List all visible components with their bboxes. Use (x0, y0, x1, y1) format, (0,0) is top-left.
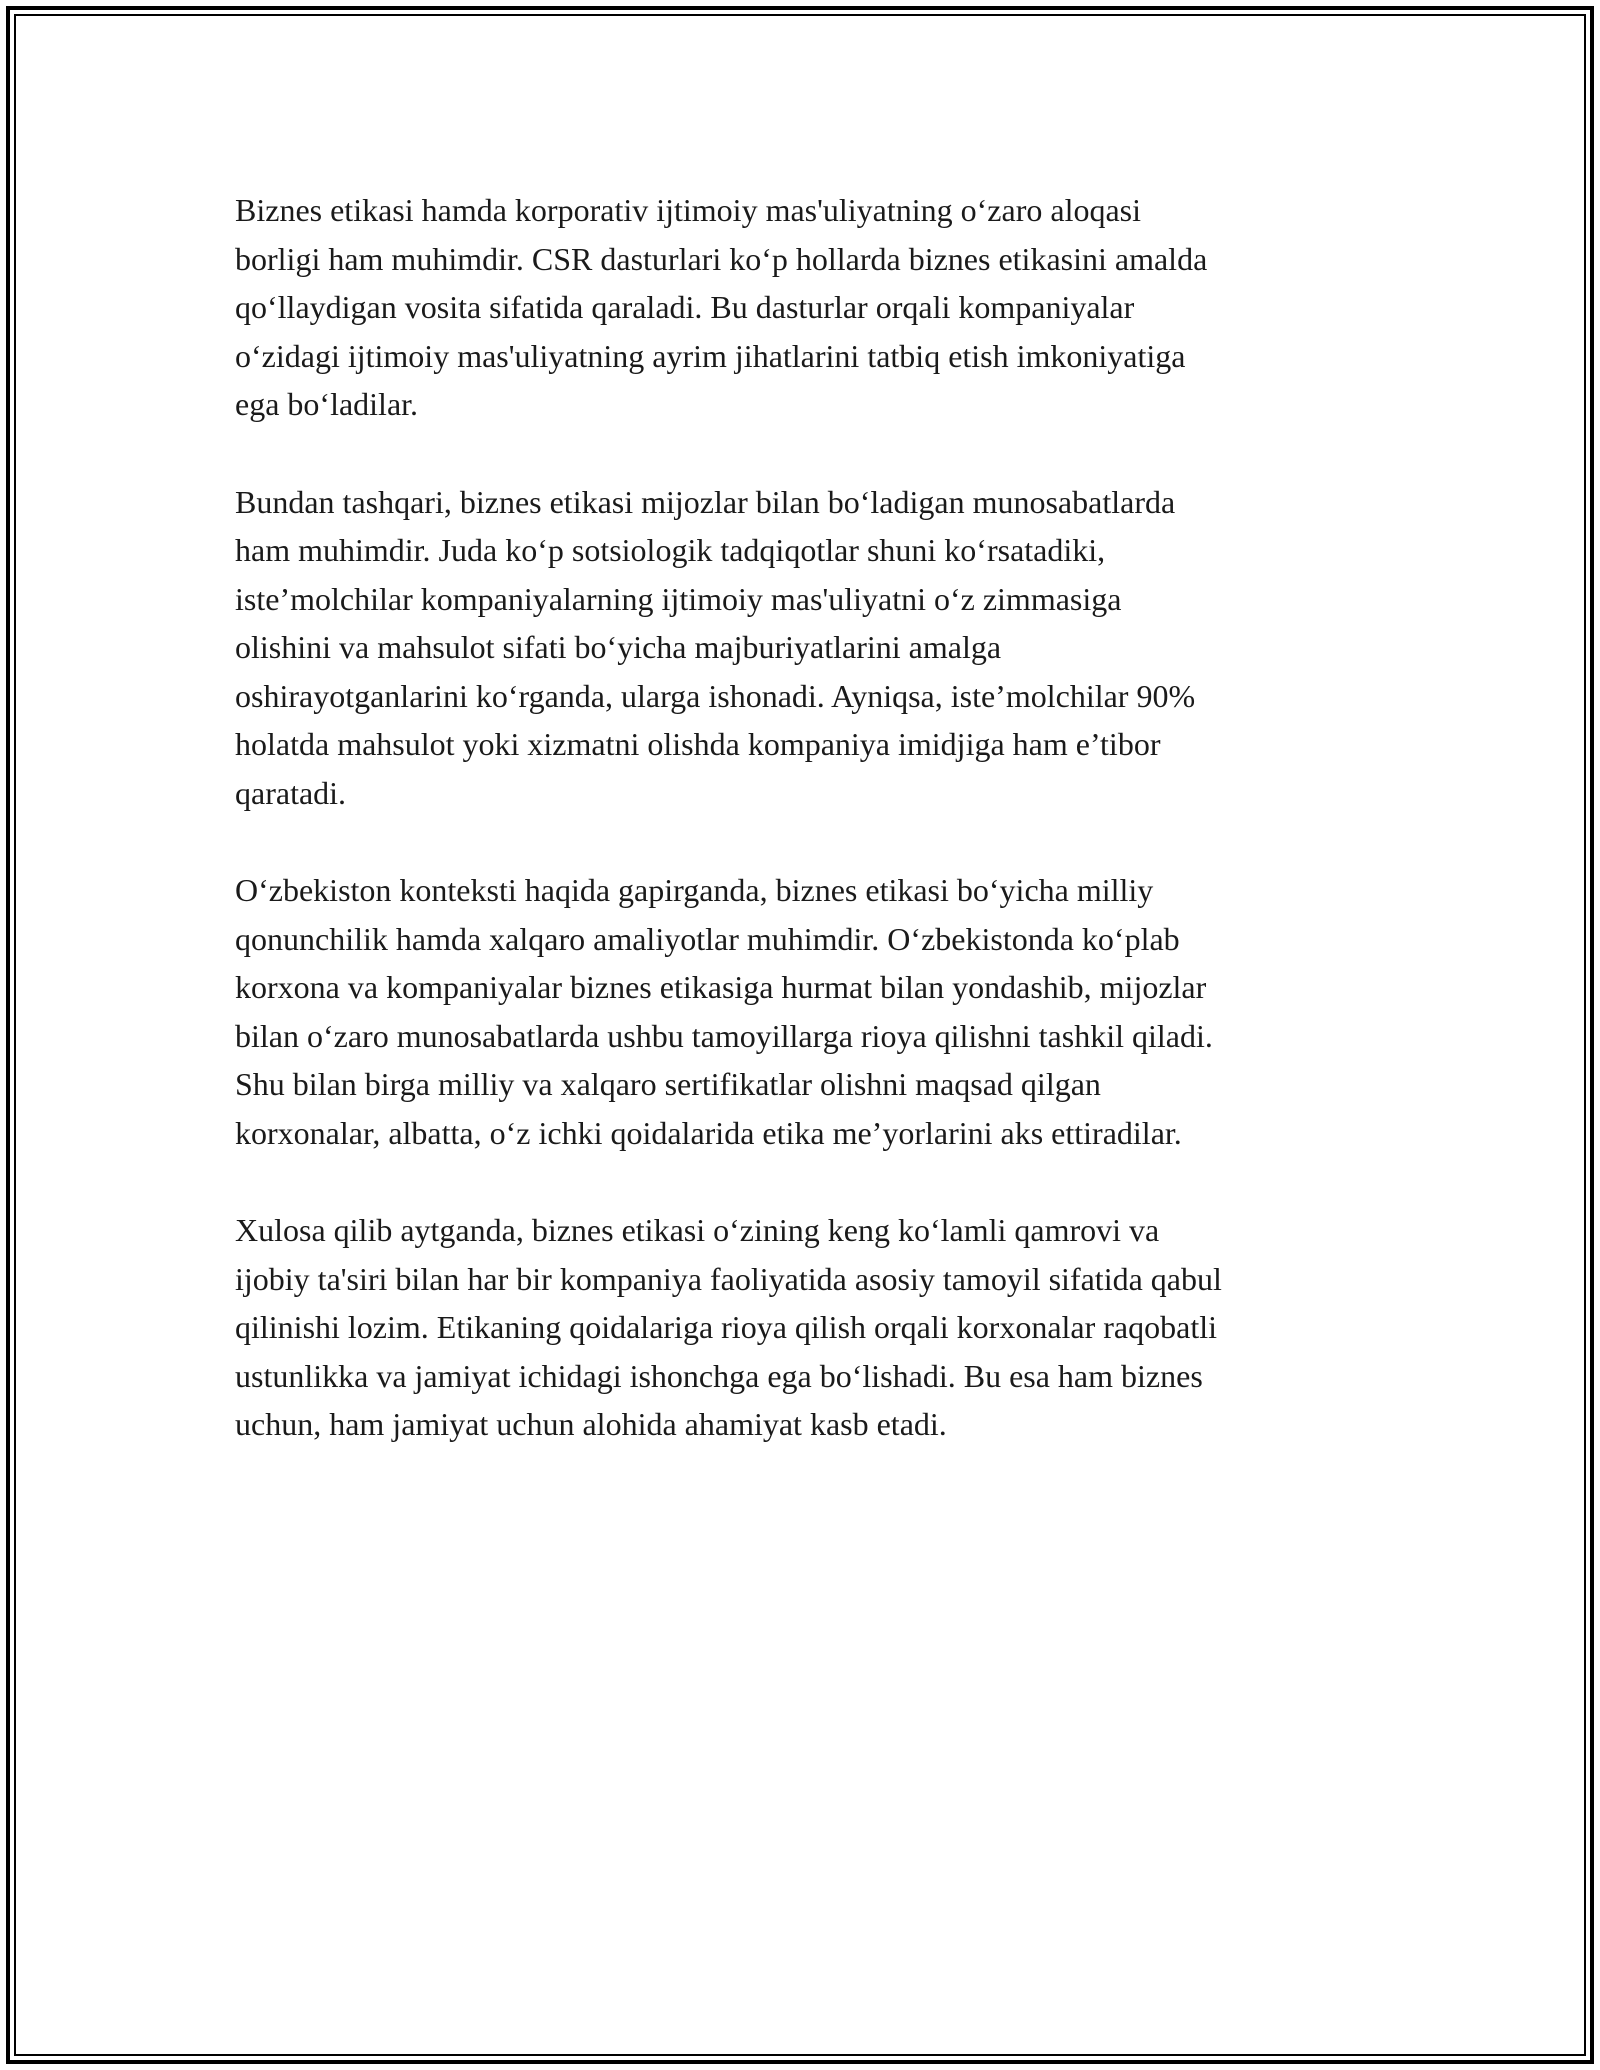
paragraph-3: O‘zbekiston konteksti haqida gapirganda, biznes etikasi bo‘yicha milliy qonunchilik hamda xalqaro amaliyotlar muhimdir. O‘zbekistonda ko‘plab korxona va kompaniyalar biznes etikasiga hurmat bilan yondashib, mijozlar bilan o‘zaro munosabatlarda ushbu tamoyillarga rioya qilishni tashkil qiladi. Shu bilan birga milliy va xalqaro sertifikatlar olishni maqsad qilgan korxonalar, albatta, o‘z ichki qoidalarida etika me’yorlarini aks ettiradilar. (235, 872, 1213, 1151)
paragraph-4: Xulosa qilib aytganda, biznes etikasi o‘zining keng ko‘lamli qamrovi va ijobiy ta'siri bilan har bir kompaniya faoliyatida asosiy tamoyil sifatida qabul qilinishi lozim. Etikaning qoidalariga rioya qilish orqali korxonalar raqobatli ustunlikka va jamiyat ichidagi ishonchga ega bo‘lishadi. Bu esa ham biznes uchun, ham jamiyat uchun alohida ahamiyat kasb etadi. (235, 1212, 1222, 1442)
paragraph-1: Biznes etikasi hamda korporativ ijtimoiy mas'uliyatning o‘zaro aloqasi borligi ham muhimdir. CSR dasturlari ko‘p hollarda biznes etikasini amalda qo‘llaydigan vosita sifatida qaraladi. Bu dasturlar orqali kompaniyalar o‘zidagi ijtimoiy mas'uliyatning ayrim jihatlarini tatbiq etish imkoniyatiga ega bo‘ladilar. (235, 192, 1208, 422)
document-body (235, 186, 1375, 1498)
paragraph-2: Bundan tashqari, biznes etikasi mijozlar bilan bo‘ladigan munosabatlarda ham muhimdir. Juda ko‘p sotsiologik tadqiqotlar shuni ko‘rsatadiki, iste’molchilar kompaniyalarning ijtimoiy mas'uliyatni o‘z zimmasiga olishini va mahsulot sifati bo‘yicha majburiyatlarini amalga oshirayotganlarini ko‘rganda, ularga ishonadi. Ayniqsa, iste’molchilar 90% holatda mahsulot yoki xizmatni olishda kompaniya imidjiga ham e’tibor qaratadi. (235, 483, 1196, 811)
